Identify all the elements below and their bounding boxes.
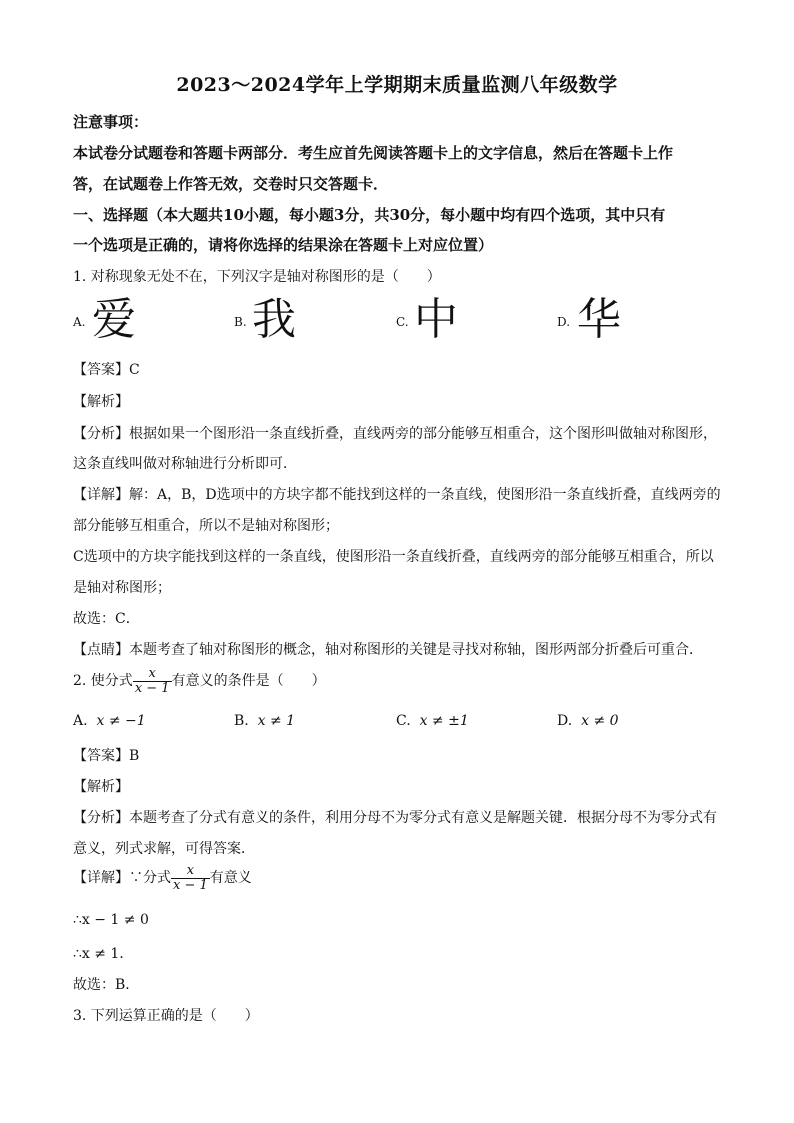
q1-fenxi-line-1 [73,423,717,443]
q2-stem [73,667,326,695]
q2-stem-suffix: 有意义的条件是（ ） [171,673,326,690]
fenxi-text: 根据如果一个图形沿一条直线折叠，直线两旁的部分能够互相重合，这个图形叫做轴对称图形， [129,426,717,442]
fraction-denominator: x − 1 [173,877,208,893]
q2-option-c [396,713,469,729]
q1-stem: 1. 对称现象无处不在，下列汉字是轴对称图形的是（ ） [73,269,441,285]
answer-value: C [129,362,140,378]
q1-analysis-tag: 【解析】 [73,394,129,410]
q2-fenxi-line-1 [73,807,717,827]
notice-heading: 注意事项： [73,113,149,131]
q1-fenxi-line-2: 这条直线叫做对称轴进行分析即可． [73,456,297,472]
q1-dianjing [73,639,703,659]
q1-option-c-char: 中 [414,294,458,345]
q1-option-a-label: A. [73,315,86,329]
option-expr: x ≠ ±1 [419,713,469,729]
q2-fenxi-line-2: 意义，列式求解，可得答案． [73,841,255,857]
fenxi-tag: 【分析】 [73,810,129,826]
answer-tag: 【答案】 [73,362,129,378]
answer-value: B [129,748,140,764]
dianjing-tag: 【点睛】 [73,642,129,658]
notice-line-1: 本试卷分试题卷和答题卡两部分．考生应首先阅读答题卡上的文字信息，然后在答题卡上作 [73,144,674,162]
fraction-numerator: x [186,863,195,878]
q2-step-2: ∴x ≠ 1． [73,946,134,962]
page-title: 2023～2024学年上学期期末质量监测八年级数学 [176,74,618,96]
xiangjie-suffix: 有意义 [209,870,252,887]
q1-choose: 故选：C． [73,611,140,627]
q2-analysis-tag: 【解析】 [73,779,129,795]
q1-option-b-char: 我 [252,294,296,345]
notice-line-2: 答，在试题卷上作答无效，交卷时只交答题卡． [73,175,389,193]
option-label: A. [73,713,88,729]
option-expr: x ≠ −1 [96,713,146,729]
section-heading-line-1: 一、选择题（本大题共10小题，每小题3分，共30分，每小题中均有四个选项，其中只有 [73,206,666,224]
q1-option-b-label: B. [234,315,247,329]
xiangjie-fraction [171,864,210,892]
q2-step-1: ∴x − 1 ≠ 0 [73,912,149,928]
option-label: B. [234,713,249,729]
q2-stem-prefix: 2. 使分式 [73,673,133,690]
q2-option-b [234,713,295,729]
q2-xiangjie-line-1 [73,864,252,892]
fenxi-text: 本题考查了分式有意义的条件，利用分母不为零分式有意义是解题关键．根据分母不为零分式有 [129,810,717,826]
dianjing-text: 本题考查了轴对称图形的概念，轴对称图形的关键是寻找对称轴，图形两部分折叠后可重合． [129,642,703,658]
xiangjie-tag: 【详解】 [73,487,129,503]
option-expr: x ≠ 0 [581,713,619,729]
q2-choose: 故选：B． [73,977,140,993]
q1-option-d-char: 华 [577,294,621,345]
fraction-denominator: x − 1 [134,680,170,696]
option-expr: x ≠ 1 [257,713,296,729]
xiangjie-text: 解：A，B，D选项中的方块字都不能找到这样的一条直线，使图形沿一条直线折叠，直线两旁的 [129,487,721,503]
q2-option-a [73,713,146,729]
option-label: C. [396,713,411,729]
q1-option-c-label: C. [396,315,409,329]
q1-option-d-label: D. [557,315,571,329]
section-heading-line-2: 一个选项是正确的，请将你选择的结果涂在答题卡上对应位置） [73,236,494,254]
q3-stem: 3. 下列运算正确的是（ ） [73,1008,259,1024]
option-label: D. [557,713,573,729]
xiangjie-tag: 【详解】 [73,870,129,887]
q2-answer [73,745,139,765]
q1-answer [73,359,140,379]
q1-xiangjie-line-2: 部分能够互相重合，所以不是轴对称图形； [73,518,339,534]
xiangjie-prefix: ∵分式 [129,870,171,887]
fraction-numerator: x [148,666,156,681]
q2-fraction [133,667,172,695]
q2-option-d [557,713,619,729]
q1-xiangjie-line-3: C选项中的方块字能找到这样的一条直线，使图形沿一条直线折叠，直线两旁的部分能够互相重合，所以 [73,549,714,565]
q1-xiangjie-line-4: 是轴对称图形； [73,580,171,596]
q1-option-a-char: 爱 [92,294,136,345]
fenxi-tag: 【分析】 [73,426,129,442]
q1-xiangjie-line-1 [73,484,721,504]
answer-tag: 【答案】 [73,748,129,764]
